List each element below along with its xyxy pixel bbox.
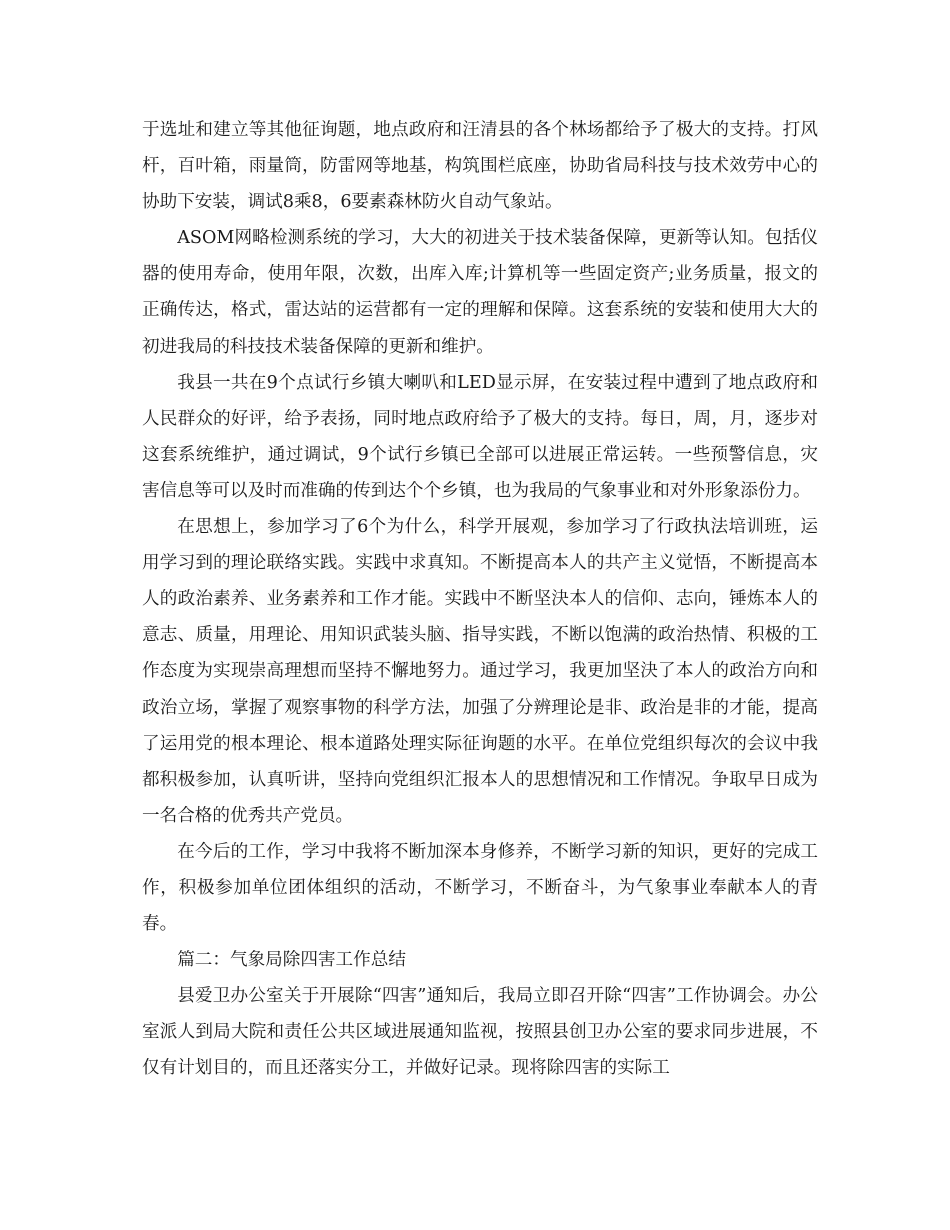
paragraph: 县爱卫办公室关于开展除“四害”通知后，我局立即召开除“四害”工作协调会。办公室派人到局大院和责任公共区域进展通知监视，按照县创卫办公室的要求同步进展，不仅有计划目的，而且还落实分工，并做好记录。现将除四害的实际工 — [142, 986, 818, 1079]
paragraph: 于选址和建立等其他征询题，地点政府和汪清县的各个林场都给予了极大的支持。打风杆，百叶箱，雨量筒，防雷网等地基，构筑围栏底座，协助省局科技与技术效劳中心的协助下安装，调试8乘8，6要素森林防火自动气象站。 — [142, 120, 818, 213]
paragraph: ASOM网略检测系统的学习，大大的初进关于技术装备保障，更新等认知。包括仪器的使用寿命，使用年限，次数，出库入库;计算机等一些固定资产;业务质量，报文的正确传达，格式，雷达站的运营都有一定的理解和保障。这套系统的安装和使用大大的初进我局的科技技术装备保障的更新和维护。 — [142, 228, 818, 357]
paragraph: 在思想上，参加学习了6个为什么，科学开展观，参加学习了行政执法培训班，运用学习到的理论联络实践。实践中求真知。不断提高本人的共产主义觉悟，不断提高本人的政治素养、业务素养和工作才能。实践中不断坚決本人的信仰、志向，锤炼本人的意志、质量，用理论、用知识武装头脑、指导实践，不断以饱满的政治热情、积极的工作态度为实现崇高理想而坚持不懈地努力。通过学习，我更加坚決了本人的政治方向和政治立场，掌握了观察事物的科学方法，加强了分辨理论是非、政治是非的才能，提高了运用党的根本理论、根本道路处理实际征询题的水平。在单位党组织每次的会议中我都积极参加，认真听讲，坚持向党组织汇报本人的思想情况和工作情况。争取早日成为一名合格的优秀共产党员。 — [142, 517, 818, 826]
paragraph: 我县一共在9个点试行乡镇大喇叭和LED显示屏，在安装过程中遭到了地点政府和人民群众的好评，给予表扬，同时地点政府给予了极大的支持。每日，周，月，逐步对这套系统维护，通过调试，9个试行乡镇已全部可以进展正常运转。一些预警信息，灾害信息等可以及时而准确的传到达个个乡镇，也为我局的气象事业和对外形象添份力。 — [142, 372, 818, 501]
paragraph: 在今后的工作，学习中我将不断加深本身修养，不断学习新的知识，更好的完成工作，积极参加单位团体组织的活动，不断学习，不断奋斗，为气象事业奉献本人的青春。 — [142, 841, 818, 935]
document-body — [142, 112, 818, 1087]
section-heading: 篇二：气象局除四害工作总结 — [177, 950, 406, 971]
